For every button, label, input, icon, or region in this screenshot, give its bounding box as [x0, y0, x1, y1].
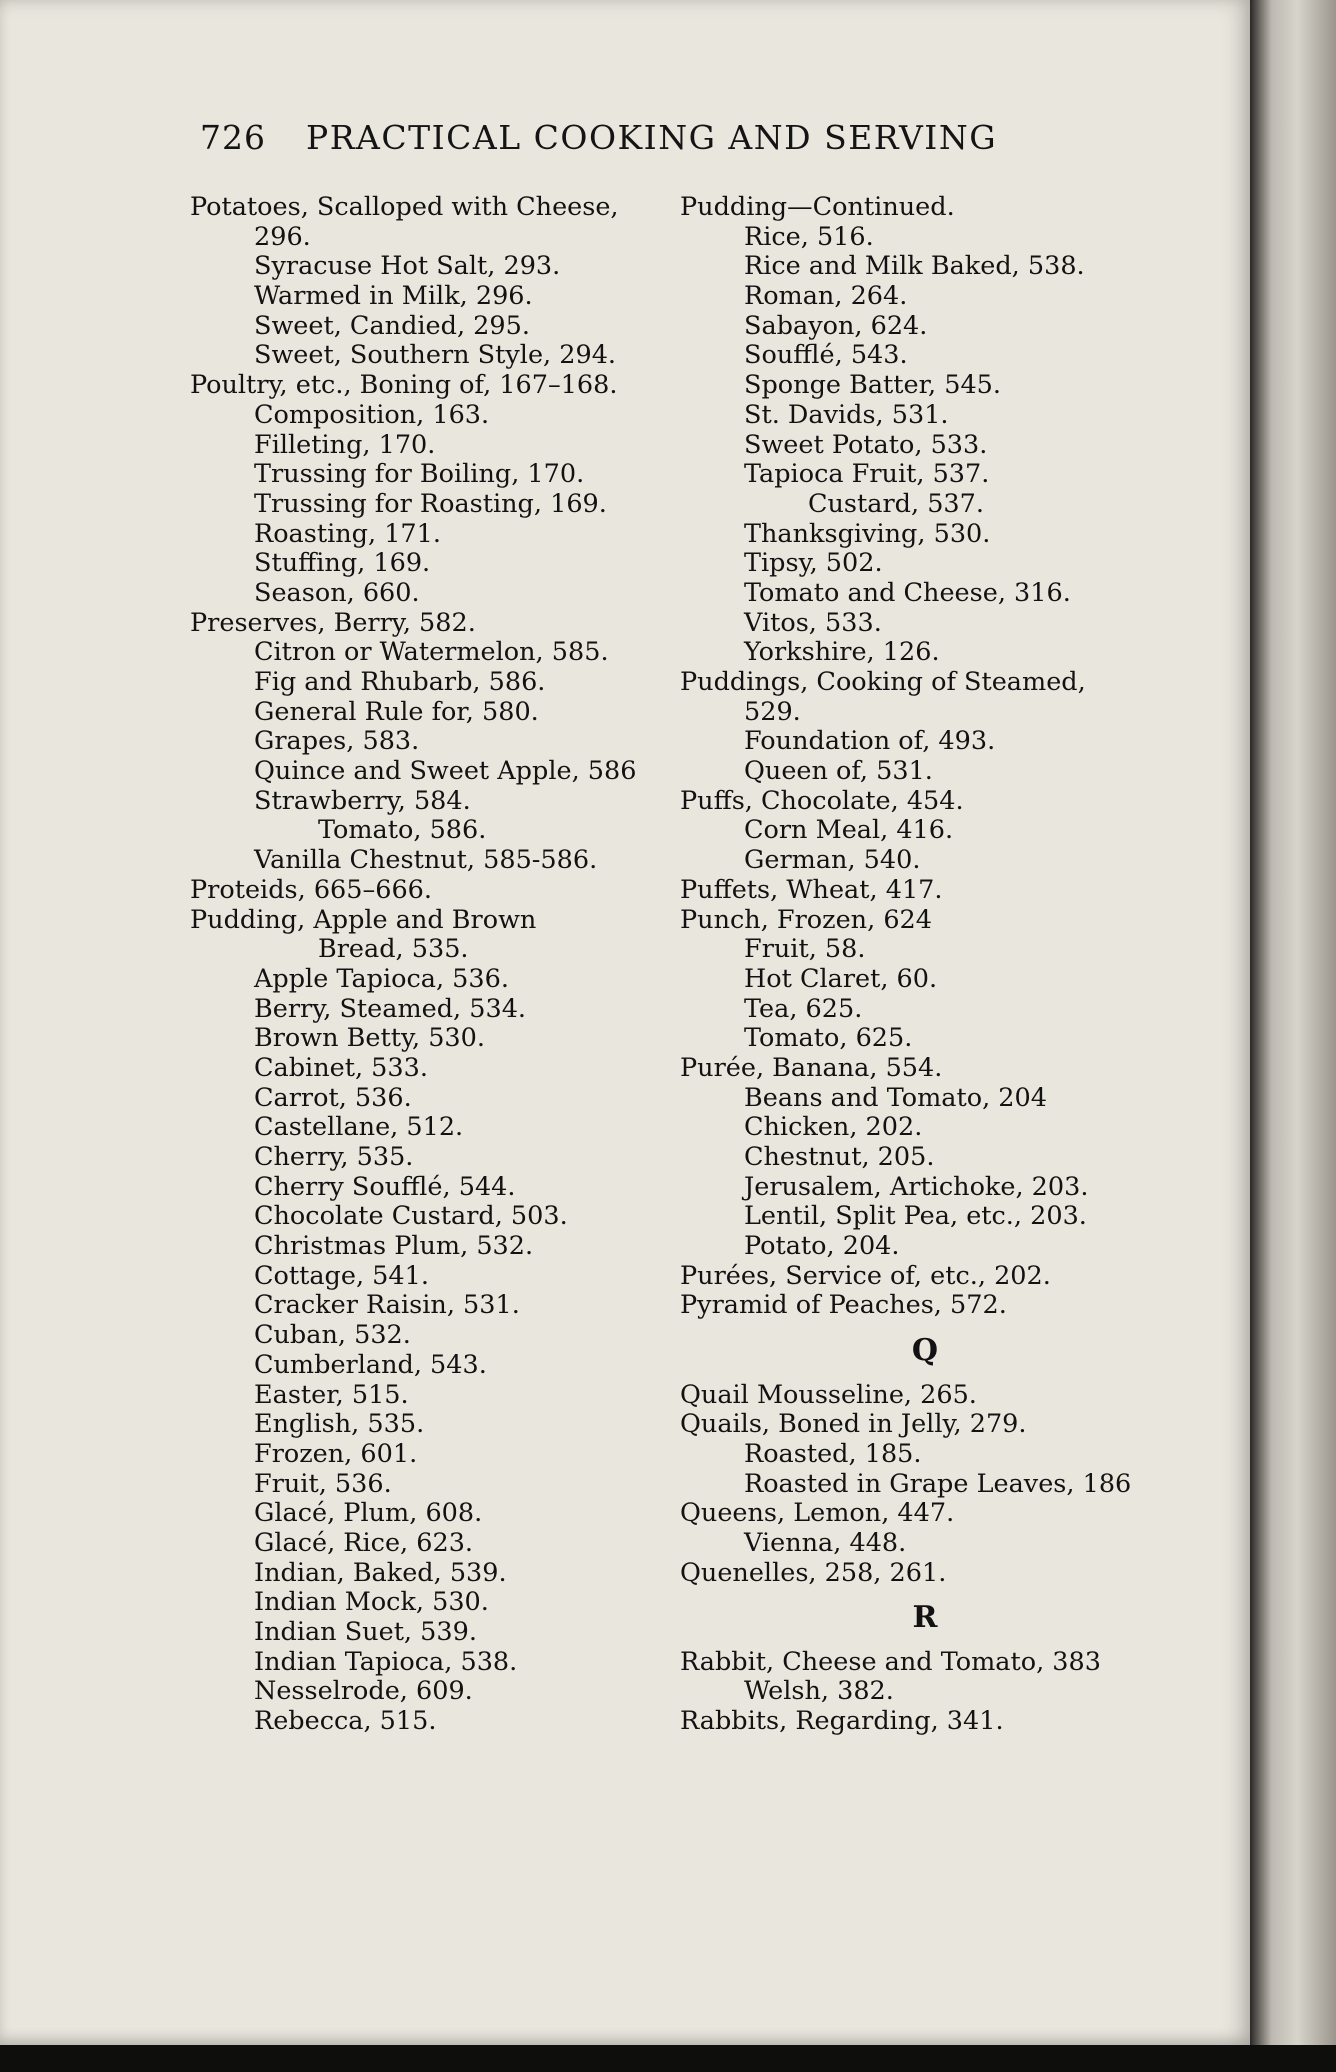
index-subentry: Cherry Soufflé, 544. [254, 1171, 516, 1202]
index-subentry: Corn Meal, 416. [744, 815, 954, 846]
index-entry: Purée, Banana, 554. [680, 1052, 943, 1083]
index-entry: Puffs, Chocolate, 454. [680, 785, 964, 816]
page-header [200, 118, 1060, 157]
index-entry: Queens, Lemon, 447. [680, 1498, 955, 1529]
index-subentry: Syracuse Hot Salt, 293. [254, 251, 561, 282]
page-edge [1250, 0, 1336, 2045]
index-subentry: Rice, 516. [744, 221, 874, 252]
index-subentry: Chocolate Custard, 503. [254, 1201, 568, 1232]
index-entry: Proteids, 665–666. [190, 874, 433, 905]
index-subentry: 529. [744, 696, 801, 727]
index-subentry: Cherry, 535. [254, 1142, 414, 1172]
index-subentry: Easter, 515. [254, 1379, 409, 1410]
index-subentry: Custard, 537. [808, 488, 984, 519]
index-subentry: Stuffing, 169. [254, 548, 431, 579]
index-column-right [680, 193, 1170, 1737]
index-subentry: Roasting, 171. [254, 518, 441, 549]
index-subentry: Warmed in Milk, 296. [254, 281, 533, 312]
index-subentry: Roasted in Grape Leaves, 186 [744, 1468, 1132, 1499]
index-subentry: Fruit, 536. [254, 1468, 392, 1499]
index-entry: Puddings, Cooking of Steamed, [680, 667, 1086, 697]
index-subentry: Sabayon, 624. [744, 310, 928, 341]
index-entry: Punch, Frozen, 624 [680, 904, 932, 935]
index-subentry: Roman, 264. [744, 281, 908, 312]
index-subentry: Trussing for Roasting, 169. [254, 488, 607, 519]
index-entry: Pudding—Continued. [680, 192, 955, 222]
index-subentry: Trussing for Boiling, 170. [254, 459, 585, 490]
index-subentry: Brown Betty, 530. [254, 1023, 485, 1054]
index-subentry: Berry, Steamed, 534. [254, 993, 527, 1024]
index-subentry: Fruit, 58. [744, 934, 866, 965]
index-subentry: Chicken, 202. [744, 1112, 923, 1143]
running-head: PRACTICAL COOKING AND SERVING [306, 118, 998, 157]
index-subentry: Castellane, 512. [254, 1112, 464, 1143]
index-subentry: Fig and Rhubarb, 586. [254, 667, 546, 697]
scan-border [0, 2045, 1336, 2072]
index-subentry: German, 540. [744, 845, 921, 876]
index-entry: Rabbits, Regarding, 341. [680, 1706, 1004, 1737]
index-subentry: 296. [254, 221, 311, 252]
index-subentry: Foundation of, 493. [744, 726, 996, 757]
index-subentry: Beans and Tomato, 204 [744, 1082, 1047, 1113]
index-subentry: Tomato and Cheese, 316. [744, 577, 1071, 608]
index-subentry: Queen of, 531. [744, 756, 933, 787]
index-subentry: Tomato, 586. [318, 815, 487, 846]
index-subentry: English, 535. [254, 1409, 425, 1440]
index-entry: Potatoes, Scalloped with Cheese, [190, 192, 619, 222]
index-subentry: Sweet Potato, 533. [744, 429, 988, 460]
index-subentry: Tea, 625. [744, 993, 863, 1024]
index-subentry: Chestnut, 205. [744, 1142, 935, 1172]
index-subentry: Citron or Watermelon, 585. [254, 637, 609, 668]
index-subentry: Cuban, 532. [254, 1320, 411, 1351]
index-subentry: Frozen, 601. [254, 1438, 418, 1469]
index-subentry: Soufflé, 543. [744, 340, 908, 371]
index-subentry: Roasted, 185. [744, 1438, 922, 1469]
index-subentry: Sweet, Southern Style, 294. [254, 340, 617, 371]
index-subentry: Jerusalem, Artichoke, 203. [744, 1171, 1089, 1202]
index-subentry: Strawberry, 584. [254, 785, 471, 816]
index-subentry: Christmas Plum, 532. [254, 1231, 534, 1262]
index-entry: Rabbit, Cheese and Tomato, 383 [680, 1646, 1101, 1677]
index-subentry: Cumberland, 543. [254, 1349, 487, 1380]
index-entry: Quails, Boned in Jelly, 279. [680, 1409, 1027, 1440]
index-subentry: Apple Tapioca, 536. [254, 963, 509, 994]
index-subentry: Nesselrode, 609. [254, 1676, 473, 1707]
index-subentry: Quince and Sweet Apple, 586 [254, 756, 637, 787]
index-subentry: Yorkshire, 126. [744, 637, 940, 668]
index-subentry: Filleting, 170. [254, 429, 436, 460]
index-subentry: Vienna, 448. [744, 1527, 907, 1558]
index-entry: Purées, Service of, etc., 202. [680, 1260, 1051, 1291]
index-subentry: Tipsy, 502. [744, 548, 883, 579]
index-subentry: Potato, 204. [744, 1231, 900, 1262]
section-letter: Q [911, 1333, 939, 1369]
index-subentry: Grapes, 583. [254, 726, 420, 757]
index-subentry: Glacé, Plum, 608. [254, 1498, 483, 1529]
index-subentry: Cottage, 541. [254, 1260, 429, 1291]
index-column-left [190, 193, 690, 1737]
index-subentry: Lentil, Split Pea, etc., 203. [744, 1201, 1087, 1232]
index-subentry: Rebecca, 515. [254, 1706, 437, 1737]
index-entry: Quail Mousseline, 265. [680, 1379, 977, 1410]
index-entry: Quenelles, 258, 261. [680, 1557, 947, 1588]
index-subentry: Season, 660. [254, 577, 420, 608]
index-subentry: Welsh, 382. [744, 1676, 894, 1707]
page-number: 726 [200, 118, 266, 157]
index-subentry: Sponge Batter, 545. [744, 370, 1001, 401]
index-subentry: Carrot, 536. [254, 1082, 412, 1113]
index-entry: Pudding, Apple and Brown [190, 904, 537, 935]
index-subentry: General Rule for, 580. [254, 696, 539, 727]
index-subentry: St. Davids, 531. [744, 399, 949, 430]
index-subentry: Indian Mock, 530. [254, 1587, 489, 1618]
index-entry: Pyramid of Peaches, 572. [680, 1290, 1007, 1321]
index-subentry: Indian, Baked, 539. [254, 1557, 507, 1588]
index-subentry: Sweet, Candied, 295. [254, 310, 530, 341]
section-letter: R [912, 1600, 938, 1636]
index-subentry: Bread, 535. [318, 934, 469, 965]
index-subentry: Hot Claret, 60. [744, 963, 938, 994]
index-entry: Poultry, etc., Boning of, 167–168. [190, 370, 618, 401]
index-subentry: Indian Tapioca, 538. [254, 1646, 518, 1677]
index-entry: Preserves, Berry, 582. [190, 607, 476, 638]
index-subentry: Vanilla Chestnut, 585-586. [254, 845, 598, 876]
index-subentry: Vitos, 533. [744, 607, 882, 638]
index-subentry: Rice and Milk Baked, 538. [744, 251, 1085, 282]
index-subentry: Tapioca Fruit, 537. [744, 459, 990, 490]
index-subentry: Tomato, 625. [744, 1023, 913, 1054]
index-subentry: Indian Suet, 539. [254, 1617, 477, 1647]
index-subentry: Cabinet, 533. [254, 1052, 428, 1083]
index-entry: Puffets, Wheat, 417. [680, 874, 943, 905]
index-subentry: Cracker Raisin, 531. [254, 1290, 520, 1321]
index-subentry: Composition, 163. [254, 399, 490, 430]
index-subentry: Glacé, Rice, 623. [254, 1527, 474, 1558]
index-subentry: Thanksgiving, 530. [744, 518, 991, 549]
